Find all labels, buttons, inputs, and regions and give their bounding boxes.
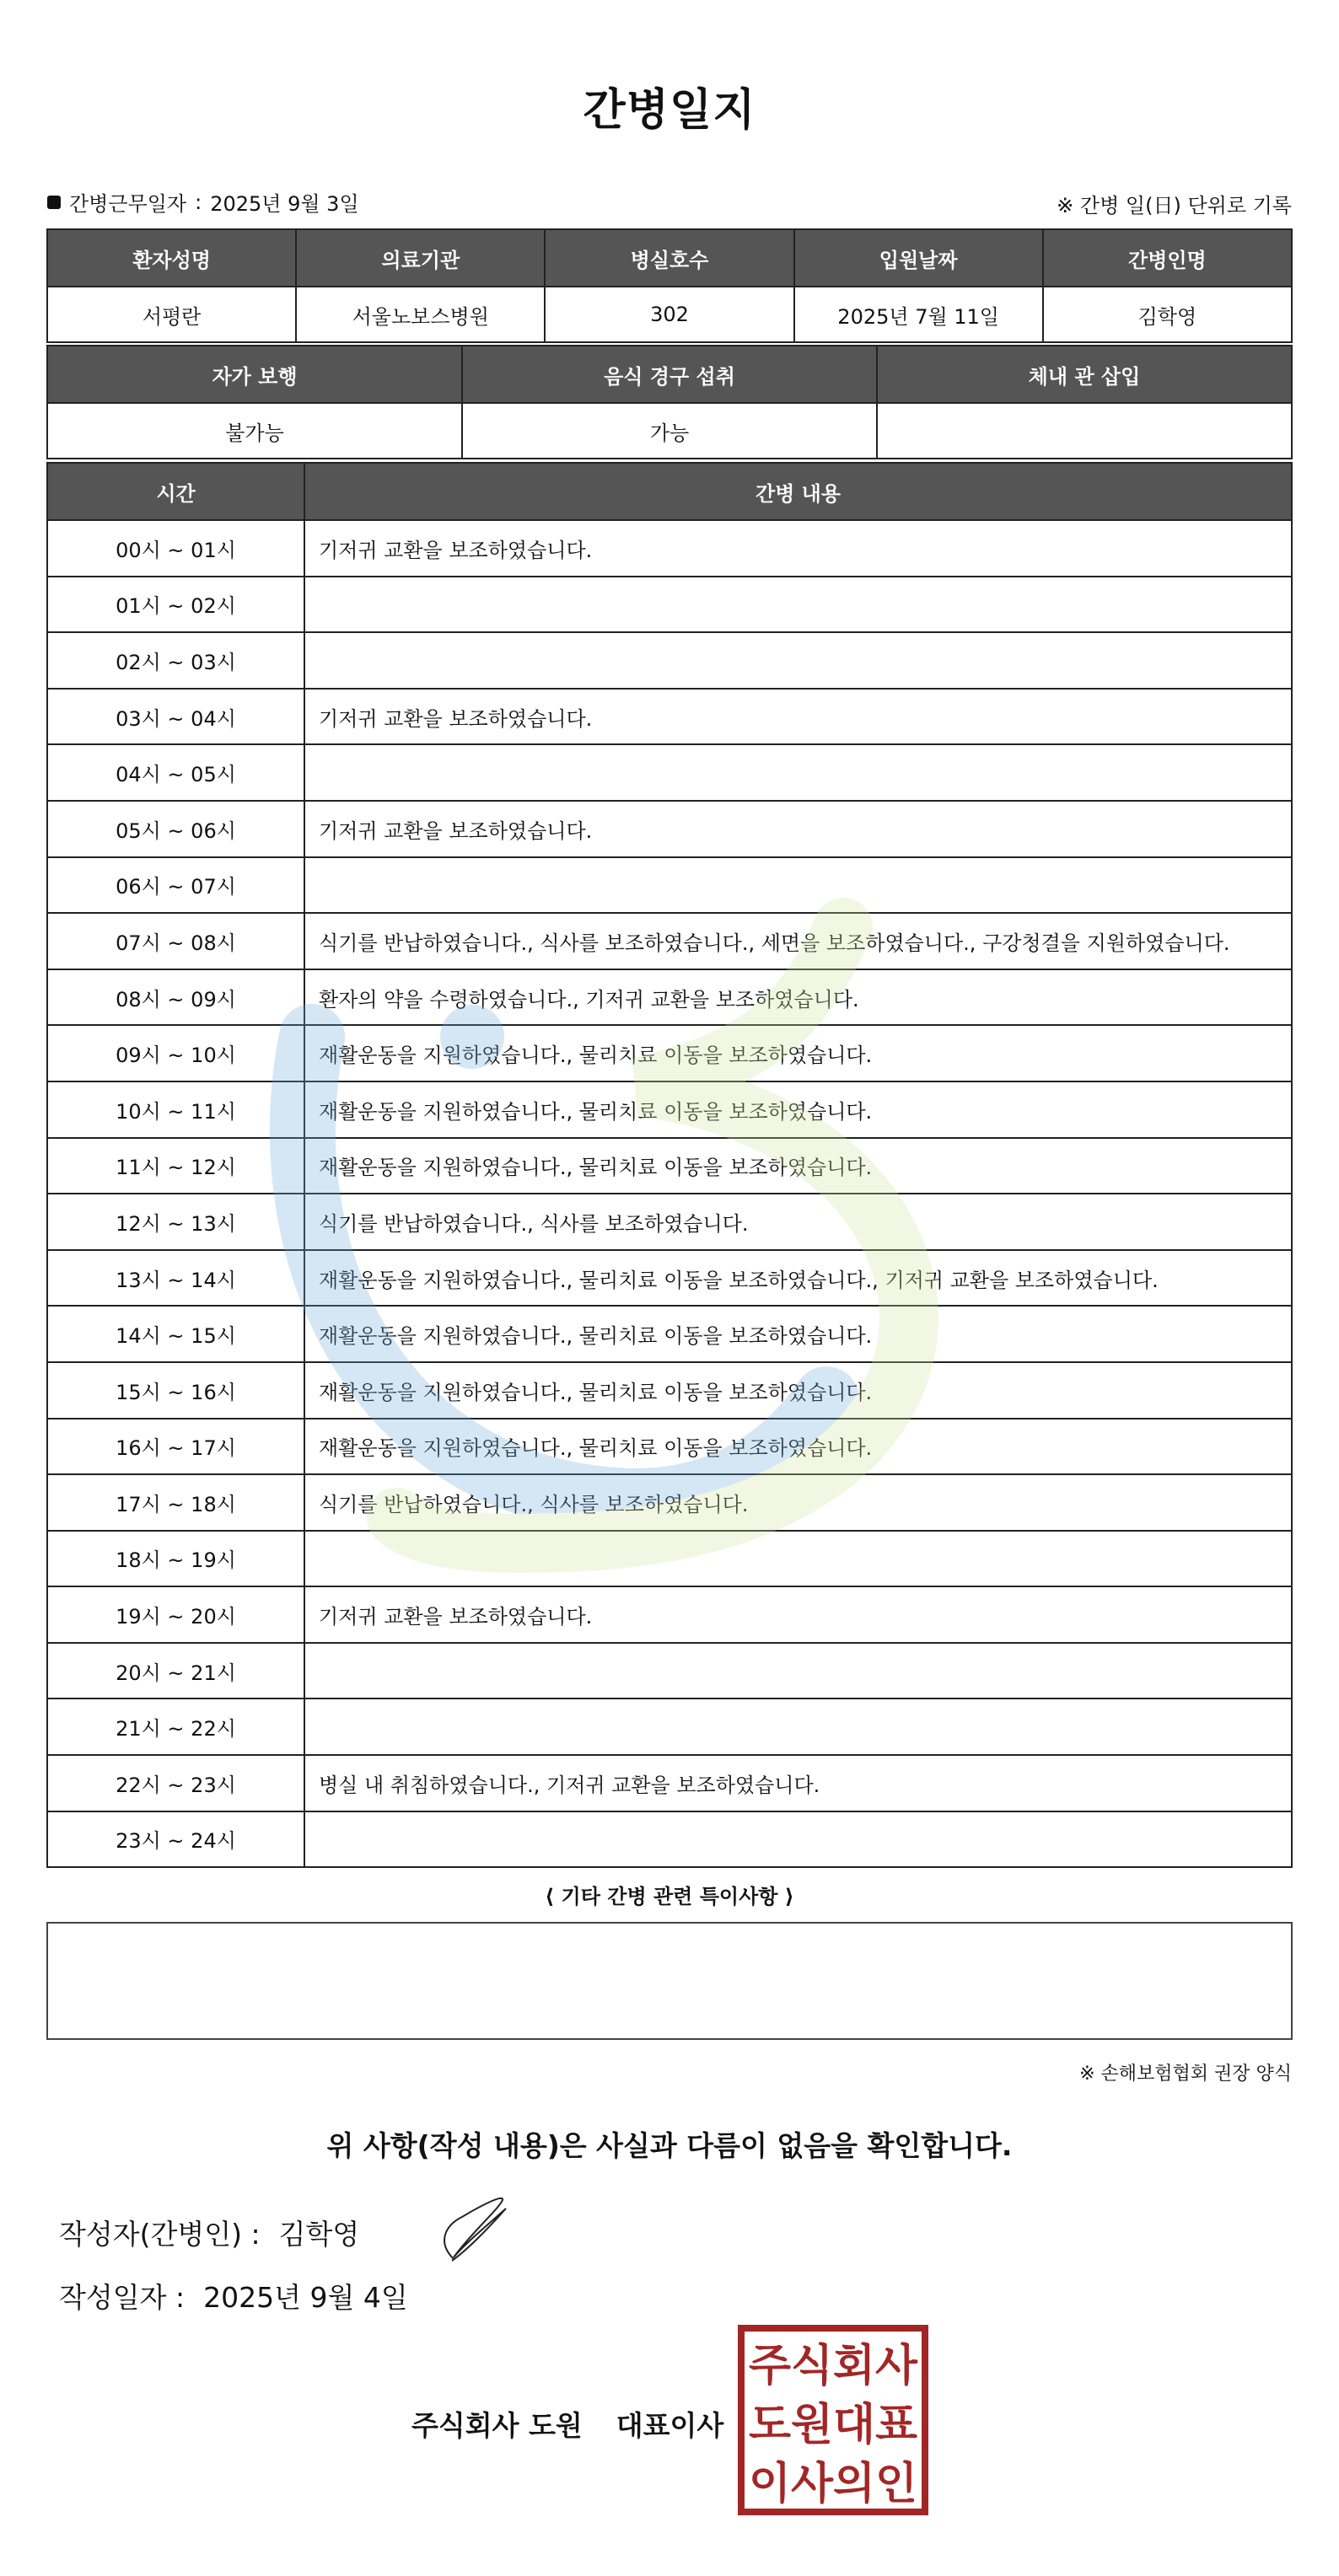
care-log-content: 재활운동을 지원하였습니다., 물리치료 이동을 보조하였습니다. [304,1419,1292,1475]
document-title: 간병일지 [583,85,756,136]
care-log-time: 02시 ~ 03시 [47,632,304,689]
writer-label: 작성자(간병인) : [59,2218,261,2251]
care-log-time: 06시 ~ 07시 [47,857,304,914]
care-log-content: 병실 내 취침하였습니다., 기저귀 교환을 보조하였습니다. [304,1755,1292,1811]
header-caregiver: 간병인명 [1043,229,1292,287]
work-date-line [47,187,359,217]
care-log-body [47,520,1292,1867]
care-log-time: 00시 ~ 01시 [47,520,304,577]
care-log-content: 기저귀 교환을 보조하였습니다. [304,520,1292,577]
care-log-time: 15시 ~ 16시 [47,1362,304,1419]
care-log-content: 환자의 약을 수령하였습니다., 기저귀 교환을 보조하였습니다. [304,969,1292,1026]
care-log-time: 13시 ~ 14시 [47,1250,304,1307]
patient-info-header-row [47,229,1292,287]
care-log-time: 18시 ~ 19시 [47,1531,304,1587]
care-log-content: 식기를 반납하였습니다., 식사를 보조하였습니다., 세면을 보조하였습니다., 구강청결을 지원하였습니다. [304,913,1292,969]
care-log-time: 11시 ~ 12시 [47,1138,304,1194]
care-log-content [304,1531,1292,1587]
care-log-row [47,1419,1292,1475]
care-log-content: 재활운동을 지원하였습니다., 물리치료 이동을 보조하였습니다. [304,1362,1292,1419]
care-log-row [47,1474,1292,1531]
care-log-row [47,520,1292,577]
patient-status-header-row [47,346,1292,403]
care-log-time: 14시 ~ 15시 [47,1306,304,1362]
svg-text:이사의인: 이사의인 [749,2459,917,2509]
care-log-row [47,1138,1292,1194]
care-log-time: 04시 ~ 05시 [47,744,304,801]
header-care-content: 간병 내용 [304,463,1292,520]
care-log-time: 03시 ~ 04시 [47,689,304,745]
care-log-content: 식기를 반납하였습니다., 식사를 보조하였습니다. [304,1194,1292,1250]
care-log-content: 재활운동을 지원하였습니다., 물리치료 이동을 보조하였습니다., 기저귀 교환을 보조하였습니다. [304,1250,1292,1307]
care-log-row [47,1699,1292,1755]
walking-status: 불가능 [47,403,462,459]
company-seal [738,2325,928,2515]
form-recommendation-note: ※ 손해보험협회 권장 양식 [1079,2063,1292,2085]
header-patient-name: 환자성명 [47,229,296,287]
care-log-time: 16시 ~ 17시 [47,1419,304,1475]
company-name: 주식회사 도원 [411,2409,583,2442]
patient-status-value-row [47,403,1292,459]
care-log-row [47,689,1292,745]
care-log-row [47,744,1292,801]
care-log-content [304,744,1292,801]
writer-name: 김학영 [278,2218,360,2251]
header-room: 병실호수 [545,229,793,287]
care-log-row [47,1194,1292,1250]
written-date-label: 작성일자 : [59,2281,186,2314]
written-date-value: 2025년 9월 4일 [203,2281,408,2314]
care-log-content: 재활운동을 지원하였습니다., 물리치료 이동을 보조하였습니다. [304,1306,1292,1362]
care-log-row [47,1362,1292,1419]
care-log-content [304,1699,1292,1755]
care-log-row [47,801,1292,857]
writer-line [59,2213,359,2252]
work-date-label: 간병근무일자 [69,192,187,216]
svg-text:도원대표: 도원대표 [749,2400,917,2450]
care-log-row [47,1531,1292,1587]
room-number: 302 [545,287,793,342]
care-log-time: 22시 ~ 23시 [47,1755,304,1811]
hospital-name: 서울노보스병원 [296,287,545,342]
care-log-content [304,857,1292,914]
care-log-header-row [47,463,1292,520]
care-log-row [47,1586,1292,1643]
patient-info-value-row [47,287,1292,342]
admission-date: 2025년 7월 11일 [794,287,1043,342]
care-log-time: 21시 ~ 22시 [47,1699,304,1755]
care-log-row [47,1025,1292,1081]
special-notes-box [46,1922,1293,2040]
care-log-content [304,1643,1292,1699]
care-log-time: 07시 ~ 08시 [47,913,304,969]
care-log-content: 재활운동을 지원하였습니다., 물리치료 이동을 보조하였습니다. [304,1025,1292,1081]
bullet-square-icon [47,196,61,209]
care-log-content [304,632,1292,689]
care-log-time: 12시 ~ 13시 [47,1194,304,1250]
care-log-content: 재활운동을 지원하였습니다., 물리치료 이동을 보조하였습니다. [304,1081,1292,1138]
care-log-content [304,577,1292,633]
patient-status-table [46,345,1293,459]
care-log-time: 19시 ~ 20시 [47,1586,304,1643]
tube-status [877,403,1292,459]
care-log-row [47,969,1292,1026]
care-log-row [47,913,1292,969]
special-notes-title: ⟨ 기타 간병 관련 특이사항 ⟩ [545,1885,794,1908]
svg-text:주식회사: 주식회사 [749,2341,918,2391]
confirmation-statement: 위 사항(작성 내용)은 사실과 다름이 없음을 확인합니다. [326,2129,1013,2162]
care-log-time: 09시 ~ 10시 [47,1025,304,1081]
caregiver-name: 김학영 [1043,287,1292,342]
header-walking: 자가 보행 [47,346,462,403]
care-log-time: 17시 ~ 18시 [47,1474,304,1531]
care-log-content: 기저귀 교환을 보조하였습니다. [304,1586,1292,1643]
care-log-row [47,1643,1292,1699]
care-log-row [47,1081,1292,1138]
handwritten-signature [428,2192,509,2264]
written-date-line [59,2276,408,2316]
care-log-content: 식기를 반납하였습니다., 식사를 보조하였습니다. [304,1474,1292,1531]
care-log-time: 10시 ~ 11시 [47,1081,304,1138]
company-line [411,2404,723,2444]
ceo-title: 대표이사 [616,2409,724,2442]
care-log-time: 01시 ~ 02시 [47,577,304,633]
care-log-content: 기저귀 교환을 보조하였습니다. [304,689,1292,745]
header-hospital: 의료기관 [296,229,545,287]
care-log-time: 05시 ~ 06시 [47,801,304,857]
care-log-table [46,462,1293,1868]
care-log-time: 23시 ~ 24시 [47,1811,304,1868]
care-log-row [47,632,1292,689]
care-log-row [47,1811,1292,1868]
care-log-time: 08시 ~ 09시 [47,969,304,1026]
work-date-value: 2025년 9월 3일 [210,192,359,216]
care-log-content: 재활운동을 지원하였습니다., 물리치료 이동을 보조하였습니다. [304,1138,1292,1194]
care-log-time: 20시 ~ 21시 [47,1643,304,1699]
care-log-content: 기저귀 교환을 보조하였습니다. [304,801,1292,857]
header-oral-intake: 음식 경구 섭취 [462,346,877,403]
header-time: 시간 [47,463,304,520]
care-log-row [47,857,1292,914]
care-log-row [47,1250,1292,1307]
care-log-row [47,1755,1292,1811]
unit-note: ※ 간병 일(日) 단위로 기록 [1057,194,1292,217]
header-admission-date: 입원날짜 [794,229,1043,287]
header-tube: 체내 관 삽입 [877,346,1292,403]
patient-name: 서평란 [47,287,296,342]
care-log-row [47,1306,1292,1362]
care-log-row [47,577,1292,633]
work-date-separator: : [195,190,202,214]
care-log-content [304,1811,1292,1868]
patient-info-table [46,228,1293,343]
oral-intake-status: 가능 [462,403,877,459]
